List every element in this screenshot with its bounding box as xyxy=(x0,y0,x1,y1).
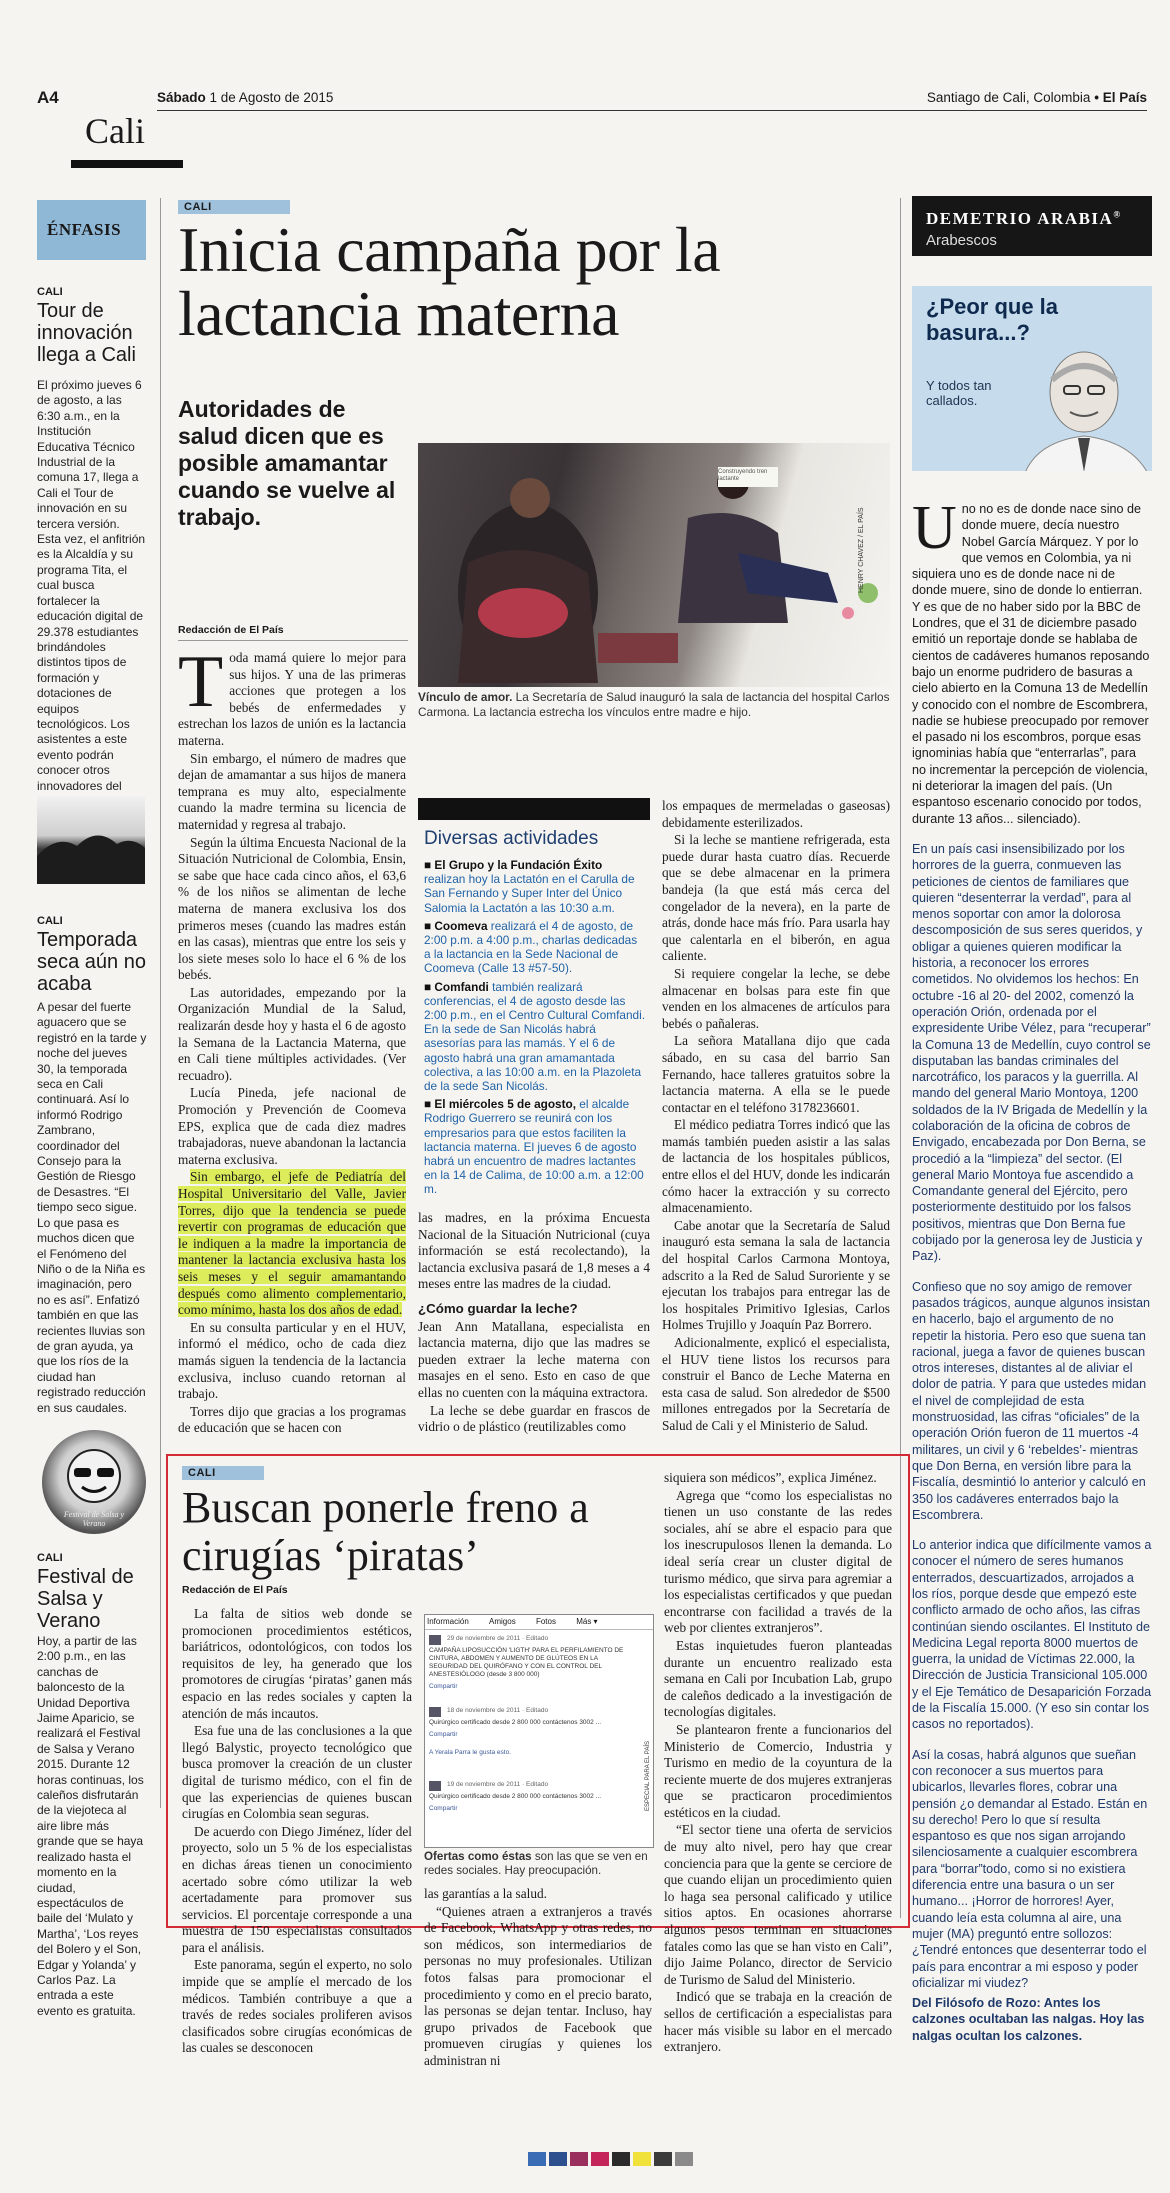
column-closing: Del Filósofo de Rozo: Antes los calzones ocultaban las nalgas. Hoy las nalgas ocultan los calzones. xyxy=(912,1996,1145,2043)
enfasis-title-3: Festival de Salsa y Verano xyxy=(37,1566,134,1632)
second-col3-p3: Estas inquietudes fueron planteadas durante un encuentro realizado esta semana en Cali por Incubation Lab, grupo de caleños dedicado a la investigación de tecnologías digitales. xyxy=(664,1637,892,1720)
fb-post-2-action: Compartir xyxy=(429,1731,458,1738)
fb-post-2 xyxy=(429,1707,635,1757)
column-p1: En un país casi insensibilizado por los horrores de la guerra, conmueven las peticiones de cientos de familiares que quieren “desenterrar la verdad”, para al menos soportar con amor la dolorosa descomposición de sus seres queridos, y obligar a quienes quieren modificar la historia, a reconocer los errores cometidos. No olvidemos los hechos: En octubre -16 al 20- del 2002, comenzó la operación Orión, ordenada por el expresidente Uribe Vélez, para “recuperar” la Comuna 13 de Medellín, cuyo control se disputaban las bandas criminales del narcotráfico, los paracos y la guerrilla. Al mando del general Mario Montoya, 1200 soldados de la IV Brigada de Medellín y la colaboración de la oficina de cobros de Envigado, encabezada por Don Berna, se procedió a la “limpieza” del sector. (El general Mario Montoya fue ascendido a Comandante general del Ejército, pero posteriormente destituido por los falsos positivos, mientras que Don Berna fue cobijado por la generosa ley de Justicia y Paz). xyxy=(912,841,1151,1264)
location-text: Santiago de Cali, Colombia xyxy=(926,90,1091,105)
activity-item-1-bold: El Grupo y la Fundación Éxito xyxy=(434,858,603,872)
activity-item-1-text: realizan hoy la Lactatón en el Carulla de San Fernando y Super Inter del Único Salomia la Lactatón a las 10:30 a.m. xyxy=(424,872,635,915)
fb-post-3 xyxy=(429,1781,635,1813)
main-col2-question: ¿Cómo guardar la leche? xyxy=(418,1300,578,1316)
fb-post-2-date: 18 de noviembre de 2011 · Editado xyxy=(447,1707,549,1714)
second-headline: Buscan ponerle freno a cirugías ‘piratas’ xyxy=(182,1483,589,1580)
separator-left xyxy=(160,198,161,1808)
section-name: Cali xyxy=(85,111,145,151)
main-col1-p1: Sin embargo, el número de madres que dejan de amamantar a sus hijos de manera temprana es muy alto, especialmente cuando la madre termina su licencia de maternidad y regresa al trabajo. xyxy=(178,750,406,832)
main-col3-p2: Si la leche se mantiene refrigerada, esta puede durar hasta cuatro días. Recuerde que se debe almacenar en la primera bandeja (la que está más cerca del congelador de la nevera), en la parte de atrás, donde hace más frío. Para usarla hay que calentarla en el biberón, en agua caliente. xyxy=(662,832,890,964)
second-col1-p4: Este panorama, según el experto, no solo impide que se amplíe el mercado de los médicos. También contribuye a que a través de redes sociales proliferen avisos clasificados sobre cirugías económicas de las cuales se desconocen xyxy=(182,1957,412,2056)
activity-item-4-text: el alcalde Rodrigo Guerrero se reunirá con los empresarios para que estos faciliten la lactancia materna. El jueves 6 de agosto habrá un encuentro de madres lactantes en la 14 de Calima, de 10:00 a.m. a 12:00 m. xyxy=(424,1097,644,1197)
second-col3-p1: siquiera son médicos”, explica Jiménez. xyxy=(664,1470,877,1485)
column-p2: Confieso que no soy amigo de remover pasados trágicos, aunque algunos insistan en hacerlo, bajo el argumento de no repetir la historia. Pero eso que suena tan racional, juega a favor de quienes buscan otros intereses, distantes al de aliviar el dolor de patria. Y para que ustedes midan el nivel de complejidad de esta monstruosidad, las cifras “oficiales” de la operación Orión fueron de 11 muertos -4 militares, un civil y 6 ‘rebeldes’- mientras que Don Berna, en versión libre para la Fiscalía, desmintió lo anterior y calculó en 350 los cadáveres enterrados bajo la Escombrera. xyxy=(912,1279,1151,1522)
activity-item-3-bold: Comfandi xyxy=(434,979,489,994)
color-swatch-5 xyxy=(612,2152,630,2166)
second-col3-p6: Indicó que se trabaja en la creación de sellos de certificación a especialistas para hacer más visible su labor en el mercado extranjero. xyxy=(664,1989,892,2055)
fb-tab-1: Información xyxy=(427,1617,469,1626)
color-swatch-8 xyxy=(675,2152,693,2166)
column-name: Arabescos xyxy=(926,232,997,249)
main-col1-p3: Las autoridades, empezando por la Organización Mundial de la Salud, realizarán desde hoy y hasta el 6 de agosto la Semana de la Lactancia Materna, que en Cali tiene múltiples actividades. (Ver recuadro). xyxy=(178,984,406,1083)
activity-item-2-text: realizará el 4 de agosto, de 2:00 p.m. a 4:00 p.m., charlas dedicadas a la lactancia en la Sede Nacional de Coomeva (Calle 13 #57-50). xyxy=(424,918,638,976)
header-date xyxy=(157,90,333,105)
activities-box-bar xyxy=(418,798,650,820)
date-day: Sábado xyxy=(157,90,206,105)
fb-tab-3: Fotos xyxy=(535,1617,556,1626)
second-caption-text: son las que se ven en redes sociales. Hay preocupación. xyxy=(424,1850,648,1877)
activities-box xyxy=(418,798,650,1206)
second-col1-p3: De acuerdo con Diego Jiménez, líder del proyecto, solo un 5 % de los especialistas en dichas áreas tienen un conocimiento acertado sobre cómo utilizar la web acertadamente para promover sus servicios. El porcentaje corresponde a una muestra de 150 especialistas consultados para el análisis. xyxy=(182,1823,412,1955)
main-dropcap: T xyxy=(178,641,224,723)
second-caption xyxy=(424,1850,652,1878)
second-col3-p4: Se plantearon frente a funcionarios del Ministerio de Comercio, Industria y Turismo en medio de la coyuntura de la reciente muerte de dos mujeres extranjeras que se practicaron procedimientos estéticos en la ciudad. xyxy=(664,1721,892,1820)
main-col-3 xyxy=(662,798,890,1436)
fb-post-3-text: Quirúrgico certificado desde 2 800 000 contáctenos 3002 ... xyxy=(429,1793,601,1800)
main-col1-p5: En su consulta particular y en el HUV, informó el médico, ocho de cada diez mamás siguen la tendencia de la lactancia exclusiva, incluso cuando retornan al trabajo. xyxy=(178,1319,406,1402)
main-col1-p4: Lucía Pineda, jefe nacional de Promoción y Prevención de Coomeva EPS, explica que de cada diez madres trabajadoras, nueve abandonan la lactancia materna exclusiva. xyxy=(178,1085,406,1167)
column-body xyxy=(912,494,1152,2044)
header-rule xyxy=(157,110,1147,111)
enfasis-kicker-2: CALI xyxy=(37,915,63,927)
fb-avatar-1 xyxy=(429,1635,441,1645)
fb-avatar-3 xyxy=(429,1781,441,1791)
photo-caption xyxy=(418,690,890,719)
fb-post-1-date: 29 de noviembre de 2011 · Editado xyxy=(447,1635,549,1642)
fb-post-1-text: CAMPAÑA LIPOSUCCIÓN 'LIGTH' PARA EL PERFILAMIENTO DE CINTURA, ABDOMEN Y AUMENTO DE GLÚTEOS EN LA SEGURIDAD DEL QUIRÓFANO Y CON EL CONTROL DEL ANESTESIÓLOGO (desde 3 800 000) xyxy=(429,1647,624,1678)
activity-item-1: ■ El Grupo y la Fundación Éxito realizan hoy la Lactatón en el Carulla de San Fernando y Super Inter del Único Salomia la Lactatón a las 10:30 a.m. xyxy=(424,858,635,915)
main-col2-p3: La leche se debe guardar en frascos de vidrio o de plástico (reutilizables como xyxy=(418,1402,650,1435)
enfasis-kicker-3: CALI xyxy=(37,1552,63,1564)
enfasis-photo-2 xyxy=(37,796,145,884)
color-swatch-1 xyxy=(528,2152,546,2166)
fb-tab-4: Más ▾ xyxy=(576,1617,598,1626)
main-col3-p7: Adicionalmente, explicó el especialista, el HUV tiene listos los recursos para construir el Banco de Leche Materna en esta casa de salud. Son alrededor de $500 millones entregados por la Secretaría de Salud de Cali y el Ministerio de Salud. xyxy=(662,1335,890,1433)
color-swatch-7 xyxy=(654,2152,672,2166)
main-col3-p6: Cabe anotar que la Secretaría de Salud inauguró esta semana la sala de lactancia del hospital Carlos Carmona Montoya, adscrito a la Red de Salud Suroriente y se ejecutan los trabajos para entregar las de los hospitales Primitivo Iglesias, Carlos Holmes Trujillo y Joaquín Paz Borrero. xyxy=(662,1217,890,1333)
second-col2-p2: “Quienes atraen a extranjeros a través de Facebook, WhatsApp y otras redes, no son médicos, son intermediarios de personas no muy profesionales. Utilizan fotos falsas para promocionar el procedimiento y como en el precio barato, las personas se dejan tentar. Incluso, hay grupo privados de Facebook que promueven cirugías y quienes los administran ni xyxy=(424,1903,652,2068)
main-col-1 xyxy=(178,641,406,1438)
enfasis-text-1: El próximo jueves 6 de agosto, a las 6:30 a.m., en la Institución Educativa Técnico Industrial de la comuna 17, llega a Cali el Tour de innovación en su tercera versión. Esta vez, el anfitrión es la Alcaldía y su programa Tita, el cual busca fortalecer la educación digital de 29.378 estudiantes brindándoles distintos tipos de formación y dotaciones de equipos tecnológicos. Los asistentes a este evento podrán conocer otros innovadores del xyxy=(37,378,146,793)
columnist-mark: ® xyxy=(1113,209,1122,220)
color-swatch-6 xyxy=(633,2152,651,2166)
photo-caption-text: La Secretaría de Salud inauguró la sala de lactancia del hospital Carlos Carmona. La lactancia estrecha los vínculos entre madre e hijo. xyxy=(418,690,890,719)
header-bullet: • xyxy=(1094,90,1099,105)
columnist-portrait-box xyxy=(912,286,1152,471)
column-subtitle: Y todos tan callados. xyxy=(926,378,992,408)
main-col3-p4: La señora Matallana dijo que cada sábado, en su casa del barrio San Fernando, hace talleres gratuitos sobre la lactancia materna. A ella se le puede contactar en el teléfono 3178236601. xyxy=(662,1033,890,1115)
activities-box-title: Diversas actividades xyxy=(424,828,599,849)
column-dropcap: U xyxy=(912,494,957,562)
main-col1-p6: Torres dijo que gracias a los programas de educación que se hacen con xyxy=(178,1403,406,1436)
main-col3-p1: los empaques de mermeladas o gaseosas) debidamente esterilizados. xyxy=(662,798,890,830)
enfasis-text-2: A pesar del fuerte aguacero que se registró en la tarde y noche del jueves 30, la temporada seca en Cali continuará. Así lo informó Rodrigo Zambrano, coordinador del Consejo para la Gestión de Riesgo de Desastres. “El tiempo seco sigue. Lo que pasa es muchos dicen que el Fenómeno del Niño o de la Niña es imaginación, pero no es así”. Enfatizó también en que las recientes lluvias son de gran ayuda, ya que los ríos de la ciudad han registrado reducción en sus caudales. xyxy=(37,1000,147,1415)
second-col3-p5: “El sector tiene una oferta de servicios de muy alto nivel, pero hay que crear conciencia para que la gente se cerciore de que cuando elijan un procedimiento quien lo haga sea personal calificado y utilice sitios aptos. En ocasiones ahorrarse algunos pesos terminan en situaciones fatales como las que se han visto en Cali”, dijo Jaime Polanco, director de Servicio de Turismo de Salud del Ministerio. xyxy=(664,1822,892,1987)
main-col3-p3: Si requiere congelar la leche, se debe almacenar en bolsas para este fin que venden en los almacenes de artículos para bebés o pañaleras. xyxy=(662,965,890,1031)
tree-silhouette-icon xyxy=(37,796,145,884)
second-col-3 xyxy=(664,1470,892,2057)
activity-item-4: ■ El miércoles 5 de agosto, el alcalde Rodrigo Guerrero se reunirá con los empresarios para que estos faciliten la lactancia materna. El jueves 6 de agosto habrá un encuentro de madres lactantes en la 14 de Calima, de 10:00 a.m. a 12:00 m. xyxy=(424,1097,644,1197)
main-photo xyxy=(418,443,890,687)
activities-list xyxy=(424,858,646,1197)
enfasis-column xyxy=(37,200,147,2018)
main-col-2 xyxy=(418,1210,650,1437)
page-number: A4 xyxy=(37,88,59,107)
main-col1-p2: Según la última Encuesta Nacional de la Situación Nutricional de Colombia, Ensin, se sabe que hace cada cinco años, el 63,6 % de los niños se alimentan de leche materna de manera exclusiva los dos primeros meses (cuando las madres están en las casas), mientras que entre los seis y los siete meses solo lo hace el 6 % de los bebés. xyxy=(178,834,406,983)
highlighted-quote: Sin embargo, el jefe de Pediatría del Hospital Universitario del Valle, Javier Torres, dijo que la tendencia se puede revertir con programas de educación que le indiquen a la madre la importancia de mantener la lactancia exclusiva hasta los seis meses y el seguir amamantando después como alimento complementario, como mínimo, hasta los dos años de edad. xyxy=(178,1169,406,1318)
fb-tab-2: Amigos xyxy=(489,1617,516,1626)
facebook-screenshot xyxy=(424,1614,654,1848)
fb-tabs xyxy=(425,1615,653,1630)
second-col2-p1: las garantías a la salud. xyxy=(424,1886,547,1901)
mothers-nursing-photo-icon xyxy=(418,443,890,687)
festival-logo-text: Festival de Salsa y Verano xyxy=(63,1510,125,1528)
second-caption-bold: Ofertas como éstas xyxy=(424,1850,532,1863)
header-location xyxy=(927,90,1147,105)
paper-name: El País xyxy=(1102,90,1147,105)
second-col1-p2: Esa fue una de las conclusiones a la que llegó Balystic, proyecto tecnológico que busca promover la creación de un cluster digital de turismo médico, con el fin de que las experiencias de quienes buscan cirugías en Colombia sean seguras. xyxy=(182,1723,412,1822)
date-rest: 1 de Agosto de 2015 xyxy=(209,90,334,105)
columnist-portrait-icon xyxy=(1022,342,1152,471)
second-col1-p1: La falta de sitios web donde se promocionen procedimientos estéticos, bariátricos, odontológicos, con todos los requisitos de ley, ha generado que los promotores de cirugías ‘piratas’ ganen más espacio en las redes sociales y capten la atención de más incautos. xyxy=(182,1606,412,1721)
fb-post-3-action: Compartir xyxy=(429,1805,458,1812)
opinion-column xyxy=(912,196,1152,2043)
color-swatch-2 xyxy=(549,2152,567,2166)
festival-logo xyxy=(42,1430,146,1534)
enfasis-title-1: Tour de innovación llega a Cali xyxy=(37,300,136,366)
activity-item-3: ■ Comfandi también realizará conferencias, el 4 de agosto desde las 2:00 p.m., en el Centro Cultural Comfandi. En la sede de San Nicolás habrá asesorías para las mamás. Y el 6 de agosto habrá una gran amamantada colectiva, a las 10:00 a.m. en la Plazoleta de la sede San Nicolás. xyxy=(424,979,645,1094)
enfasis-title-2: Temporada seca aún no acaba xyxy=(37,929,146,995)
photo-credit: HENRY CHAVEZ / EL PAÍS xyxy=(858,507,865,593)
second-col3-p2: Agrega que “como los especialistas no tienen un uso constante de las redes sociales, ahí se abre el espacio para que los inescrupulosos llenen la demanda. Lo ideal sería crear un cluster digital de turismo médico, que sirva para agremiar a los especialistas certificados y que puedan encontrarse con facilidad a través de la web por clientes extranjeros”. xyxy=(664,1487,892,1636)
main-byline: Redacción de El País xyxy=(178,624,284,636)
main-article xyxy=(178,198,890,1436)
columnist-name xyxy=(926,209,1122,229)
main-col2-p2: Jean Ann Matallana, especialista en lactancia materna, dijo que las madres se pueden extraer la leche materna con masajes en el seno. Esto en caso de que ellas no cuenten con la máquina extractora. xyxy=(418,1318,650,1400)
page-header xyxy=(37,88,1147,168)
column-p3: Lo anterior indica que difícilmente vamos a conocer el número de seres humanos enterrados, descuartizados, arrojados a los ríos, porque desde que empezó este conflicto armado de ocho años, las cifras continúan siendo oscilantes. El Instituto de Medicina Legal reporta 8000 muertos de guerra, la unidad de Víctimas 22.000, la Dirección de Justicia Transicional 105.000 y el Eje Temático de Desaparición Forzada de la Fiscalía 15.000. (Y eso sin contar los casos no reportados). xyxy=(912,1538,1152,1732)
enfasis-label-box xyxy=(37,200,146,260)
activity-item-3-text: también realizará conferencias, el 4 de agosto desde las 2:00 p.m., en el Centro Cultural Comfandi. En la sede de San Nicolás habrá asesorías para las mamás. Y el 6 de agosto habrá una gran amamantada colectiva, a las 10:00 a.m. en la Plazoleta de la sede San Nicolás. xyxy=(424,979,645,1094)
main-col3-p5: El médico pediatra Torres indicó que las mamás también pueden asistir a las salas de lactancia de los hospitales públicos, entre ellos el del HUV, donde les indicarán cómo hacer la extracción y su correcto almacenamiento. xyxy=(662,1117,890,1216)
fb-comment: A Yerala Parra le gusta esto. xyxy=(429,1749,512,1756)
columnist-header xyxy=(912,196,1152,256)
color-swatch-4 xyxy=(591,2152,609,2166)
second-col-2 xyxy=(424,1886,652,2071)
main-lead: oda mamá quiere lo mejor para sus hijos. Y una de las primeras acciones que protegen a los bebés de enfermedades y estrechan los lazos de unión es la lactancia materna. xyxy=(178,650,406,748)
second-col-1 xyxy=(182,1606,412,2058)
fb-avatar-2 xyxy=(429,1707,441,1717)
column-p4: Así la cosas, habrá algunos que sueñan con reconocer a sus muertos para ubicarlos, llevarles flores, cobrar una pensión ¿o demandar al Estado. Están en su derecho! Pero lo que sí resulta espantoso es que nos sigan arrojando silenciosamente a cualquier escombrera para “borrar”todo, como si no existiera diferencia entre una basura o un ser humano... ¡Horror de horrores! Ayer, cuando leía esta columna al aire, una mujer (MA) preguntó entre sollozos: ¿Tendré entonces que desenterrar todo el país para encontrar a mi esposo y poder oficializar mi viudez? xyxy=(912,1747,1148,1990)
activity-item-2-bold: Coomeva xyxy=(434,918,488,933)
enfasis-label: ÉNFASIS xyxy=(47,220,122,239)
main-subhead: Autoridades de salud dicen que es posible amamantar cuando se vuelve al trabajo. xyxy=(178,396,396,530)
main-headline: Inicia campaña por la lactancia materna xyxy=(178,214,721,349)
main-col1-highlight xyxy=(178,1169,406,1318)
activity-item-4-bold: El miércoles 5 de agosto, xyxy=(434,1097,577,1112)
main-kicker: CALI xyxy=(178,200,290,214)
fb-credit: ESPECIAL PARA EL PAÍS xyxy=(645,1740,651,1811)
enfasis-kicker-1: CALI xyxy=(37,286,63,298)
second-article xyxy=(166,1454,910,2068)
second-byline: Redacción de El País xyxy=(182,1584,288,1596)
photo-caption-bold: Vínculo de amor. xyxy=(418,690,513,704)
main-col2-p1: las madres, en la próxima Encuesta Nacional de la Situación Nutricional (cuya información se está recolectando), la lactancia exclusiva pasará de 1,8 meses a 4 meses entre las madres de la ciudad. xyxy=(418,1210,650,1292)
column-lead: no no es de donde nace sino de donde muere, decía nuestro Nobel García Márquez. Y por lo que vemos en Colombia, ya ni siquiera uno es de donde nace ni de donde muere, sino de donde lo entierran. Y es que de no haber sido por la BBC de Londres, que el 31 de diciembre pasado emitió un reportaje donde se hablaba de cientos de cadáveres humanos reposando bajo un enorme pudridero de basuras a cielo abierto en la Comuna 13 de Medellín y conocido con el nombre de Escombrera, nadie se hubiese preocupado por remover el pasado ni los escombros, porque esas ignominias había que “enterrarlas”, para no incrementar la percepción de violencia, ni deteriorar la imagen del país. (Un espantoso escenario conocido por todos, durante 13 años... silenciado). xyxy=(912,502,1150,826)
columnist-name-text: DEMETRIO ARABIA xyxy=(926,209,1114,228)
fb-post-1-action: Compartir xyxy=(429,1683,458,1690)
fb-post-1 xyxy=(429,1635,635,1691)
enfasis-text-3: Hoy, a partir de las 2:00 p.m., en las canchas de baloncesto de la Unidad Deportiva Jaime Aparicio, se realizará el Festival de Salsa y Verano 2015. Durante 12 horas continuas, los caleños disfrutarán de la viejoteca al aire libre más grande que se haya realizado hasta el momento en la ciudad, espectáculos de baile del ‘Mulato y Martha’, ‘Los reyes del Bolero y el Son, Edgar y Yolanda’ y Carlos Paz. La entrada a este evento es gratuita. xyxy=(37,1634,144,2018)
color-bar xyxy=(528,2152,698,2166)
activity-item-2: ■ Coomeva realizará el 4 de agosto, de 2:00 p.m. a 4:00 p.m., charlas dedicadas a la lactancia en la Sede Nacional de Coomeva (Calle 13 #57-50). xyxy=(424,918,638,976)
fb-post-2-text: Quirúrgico certificado desde 2 800 000 contáctenos 3002 ... xyxy=(429,1719,601,1726)
fb-post-3-date: 19 de noviembre de 2011 · Editado xyxy=(447,1781,549,1788)
photo-poster-text: Construyendo tren lactante xyxy=(718,469,768,482)
color-swatch-3 xyxy=(570,2152,588,2166)
column-title: ¿Peor que la basura...? xyxy=(926,294,1059,345)
second-kicker: CALI xyxy=(182,1466,264,1480)
